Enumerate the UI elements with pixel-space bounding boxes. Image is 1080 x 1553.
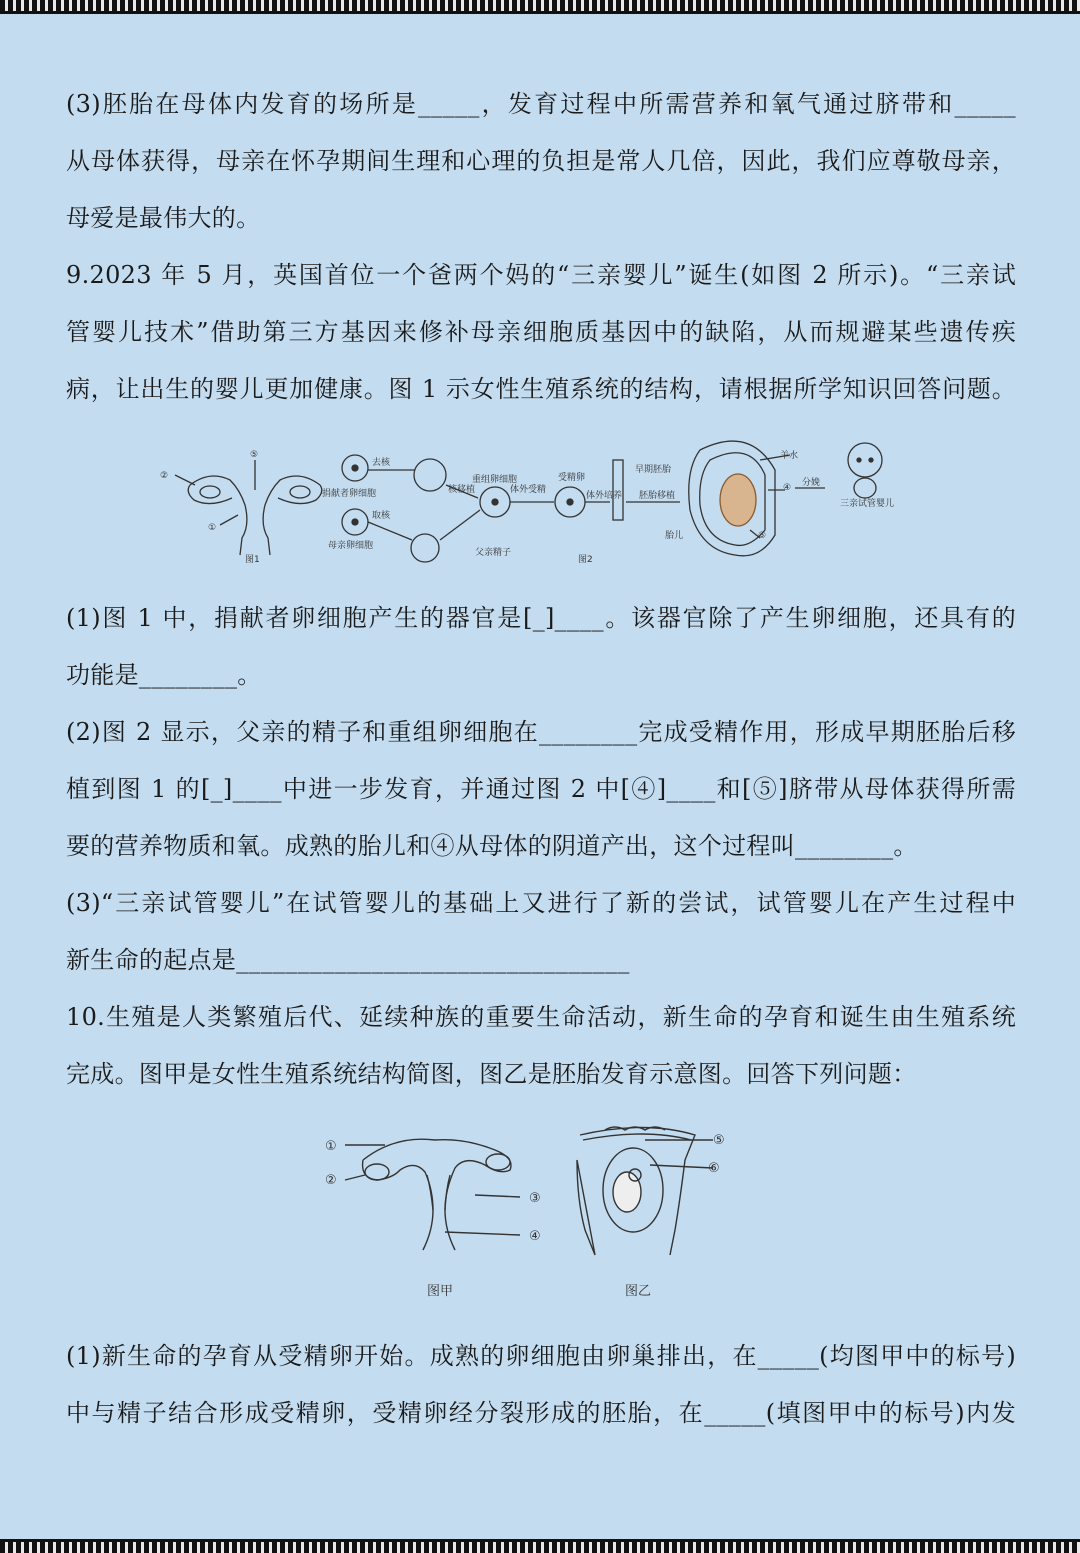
- caption-fig-jia: 图甲: [427, 1284, 454, 1299]
- caption-fig1: 图1: [245, 555, 260, 565]
- text-line: 新生命的起点是________________________________: [66, 946, 630, 974]
- label-sperm: 父亲精子: [475, 548, 512, 558]
- figure-reproductive-system: [315, 1120, 735, 1310]
- label-n1: ①: [208, 523, 217, 533]
- text-line: 功能是________。: [66, 661, 262, 689]
- right-tube: [278, 485, 322, 504]
- text-block-top: [66, 76, 1016, 418]
- label-n4: ④: [783, 483, 792, 493]
- label-fetus: 胎儿: [665, 531, 684, 541]
- label-n2: ②: [325, 1173, 337, 1188]
- text-line: 管婴儿技术”借助第三方基因来修补母亲细胞质基因中的缺陷，从而规避某些遗传疾: [66, 318, 1016, 346]
- text-line: 中与精子结合形成受精卵，受精卵经分裂形成的胚胎，在_____(填图甲中的标号)内发: [66, 1399, 1016, 1427]
- text-block-mid: [66, 590, 1016, 1103]
- text-line: 植到图 1 的[_]____中进一步发育，并通过图 2 中[④]____和[⑤]脐带从母体获得所需: [66, 775, 1016, 803]
- label-n6: ⑥: [708, 1161, 720, 1176]
- label-amnion: 羊水: [780, 451, 799, 461]
- text-line: (3)“三亲试管婴儿”在试管婴儿的基础上又进行了新的尝试，试管婴儿在产生过程中: [66, 889, 1016, 917]
- label-hezhi: 核移植: [448, 485, 476, 495]
- caption-fig2: 图2: [578, 555, 593, 565]
- left-ovary: [200, 486, 220, 498]
- label-n5b: ⑤: [758, 531, 767, 541]
- label-tiwaipeiyang: 体外培养: [586, 491, 623, 501]
- label-n2: ②: [160, 471, 169, 481]
- text-line: 10.生殖是人类繁殖后代、延续种族的重要生命活动，新生命的孕育和诞生由生殖系统: [66, 1003, 1016, 1031]
- text-line: 病，让出生的婴儿更加健康。图 1 示女性生殖系统的结构，请根据所学知识回答问题。: [66, 375, 1016, 403]
- text-line: (3)胚胎在母体内发育的场所是_____，发育过程中所需营养和氧气通过脐带和_____: [66, 90, 1016, 118]
- label-peitai: 胚胎移植: [639, 491, 676, 501]
- label-n3: ③: [529, 1191, 541, 1206]
- label-quhe: 去核: [372, 458, 391, 468]
- text-line: 从母体获得，母亲在怀孕期间生理和心理的负担是常人几倍，因此，我们应尊敬母亲，: [66, 147, 1016, 175]
- text-line: (2)图 2 显示，父亲的精子和重组卵细胞在________完成受精作用，形成早期胚胎后移: [66, 718, 1016, 746]
- label-recomb: 重组卵细胞: [472, 475, 518, 485]
- label-shuihe: 取核: [372, 511, 391, 521]
- label-mother: 母亲卵细胞: [328, 541, 374, 551]
- label-zaoqi: 早期胚胎: [635, 465, 672, 475]
- text-line: 要的营养物质和氧。成熟的胎儿和④从母体的阴道产出，这个过程叫________。: [66, 832, 918, 860]
- label-n4: ④: [529, 1229, 541, 1244]
- text-line: 9.2023 年 5 月，英国首位一个爸两个妈的“三亲婴儿”诞生(如图 2 所示)。“三亲试: [66, 261, 1016, 289]
- text-line: 完成。图甲是女性生殖系统结构简图，图乙是胚胎发育示意图。回答下列问题：: [66, 1060, 917, 1088]
- label-n5: ⑤: [250, 450, 259, 460]
- label-tiwai: 体外受精: [510, 485, 547, 495]
- decorative-border-bottom: [0, 1539, 1080, 1553]
- label-baby: 三亲试管婴儿: [840, 499, 895, 509]
- label-shoujing: 受精卵: [558, 473, 586, 483]
- left-tube: [188, 485, 232, 504]
- text-line: 母爱是最伟大的。: [66, 204, 261, 232]
- label-donor: 捐献者卵细胞: [322, 489, 377, 499]
- text-line: (1)新生命的孕育从受精卵开始。成熟的卵细胞由卵巢排出，在_____(均图甲中的标号): [66, 1342, 1016, 1370]
- right-ovary: [290, 486, 310, 498]
- figure-ivf-process: [150, 430, 910, 570]
- decorative-border-top: [0, 0, 1080, 14]
- text-block-bottom: [66, 1328, 1016, 1442]
- label-n1: ①: [325, 1139, 337, 1154]
- label-n5: ⑤: [713, 1133, 725, 1148]
- caption-fig-yi: 图乙: [625, 1284, 652, 1299]
- text-line: (1)图 1 中，捐献者卵细胞产生的器官是[_]____。该器官除了产生卵细胞，还具有的: [66, 604, 1016, 632]
- label-fenmian: 分娩: [802, 478, 821, 488]
